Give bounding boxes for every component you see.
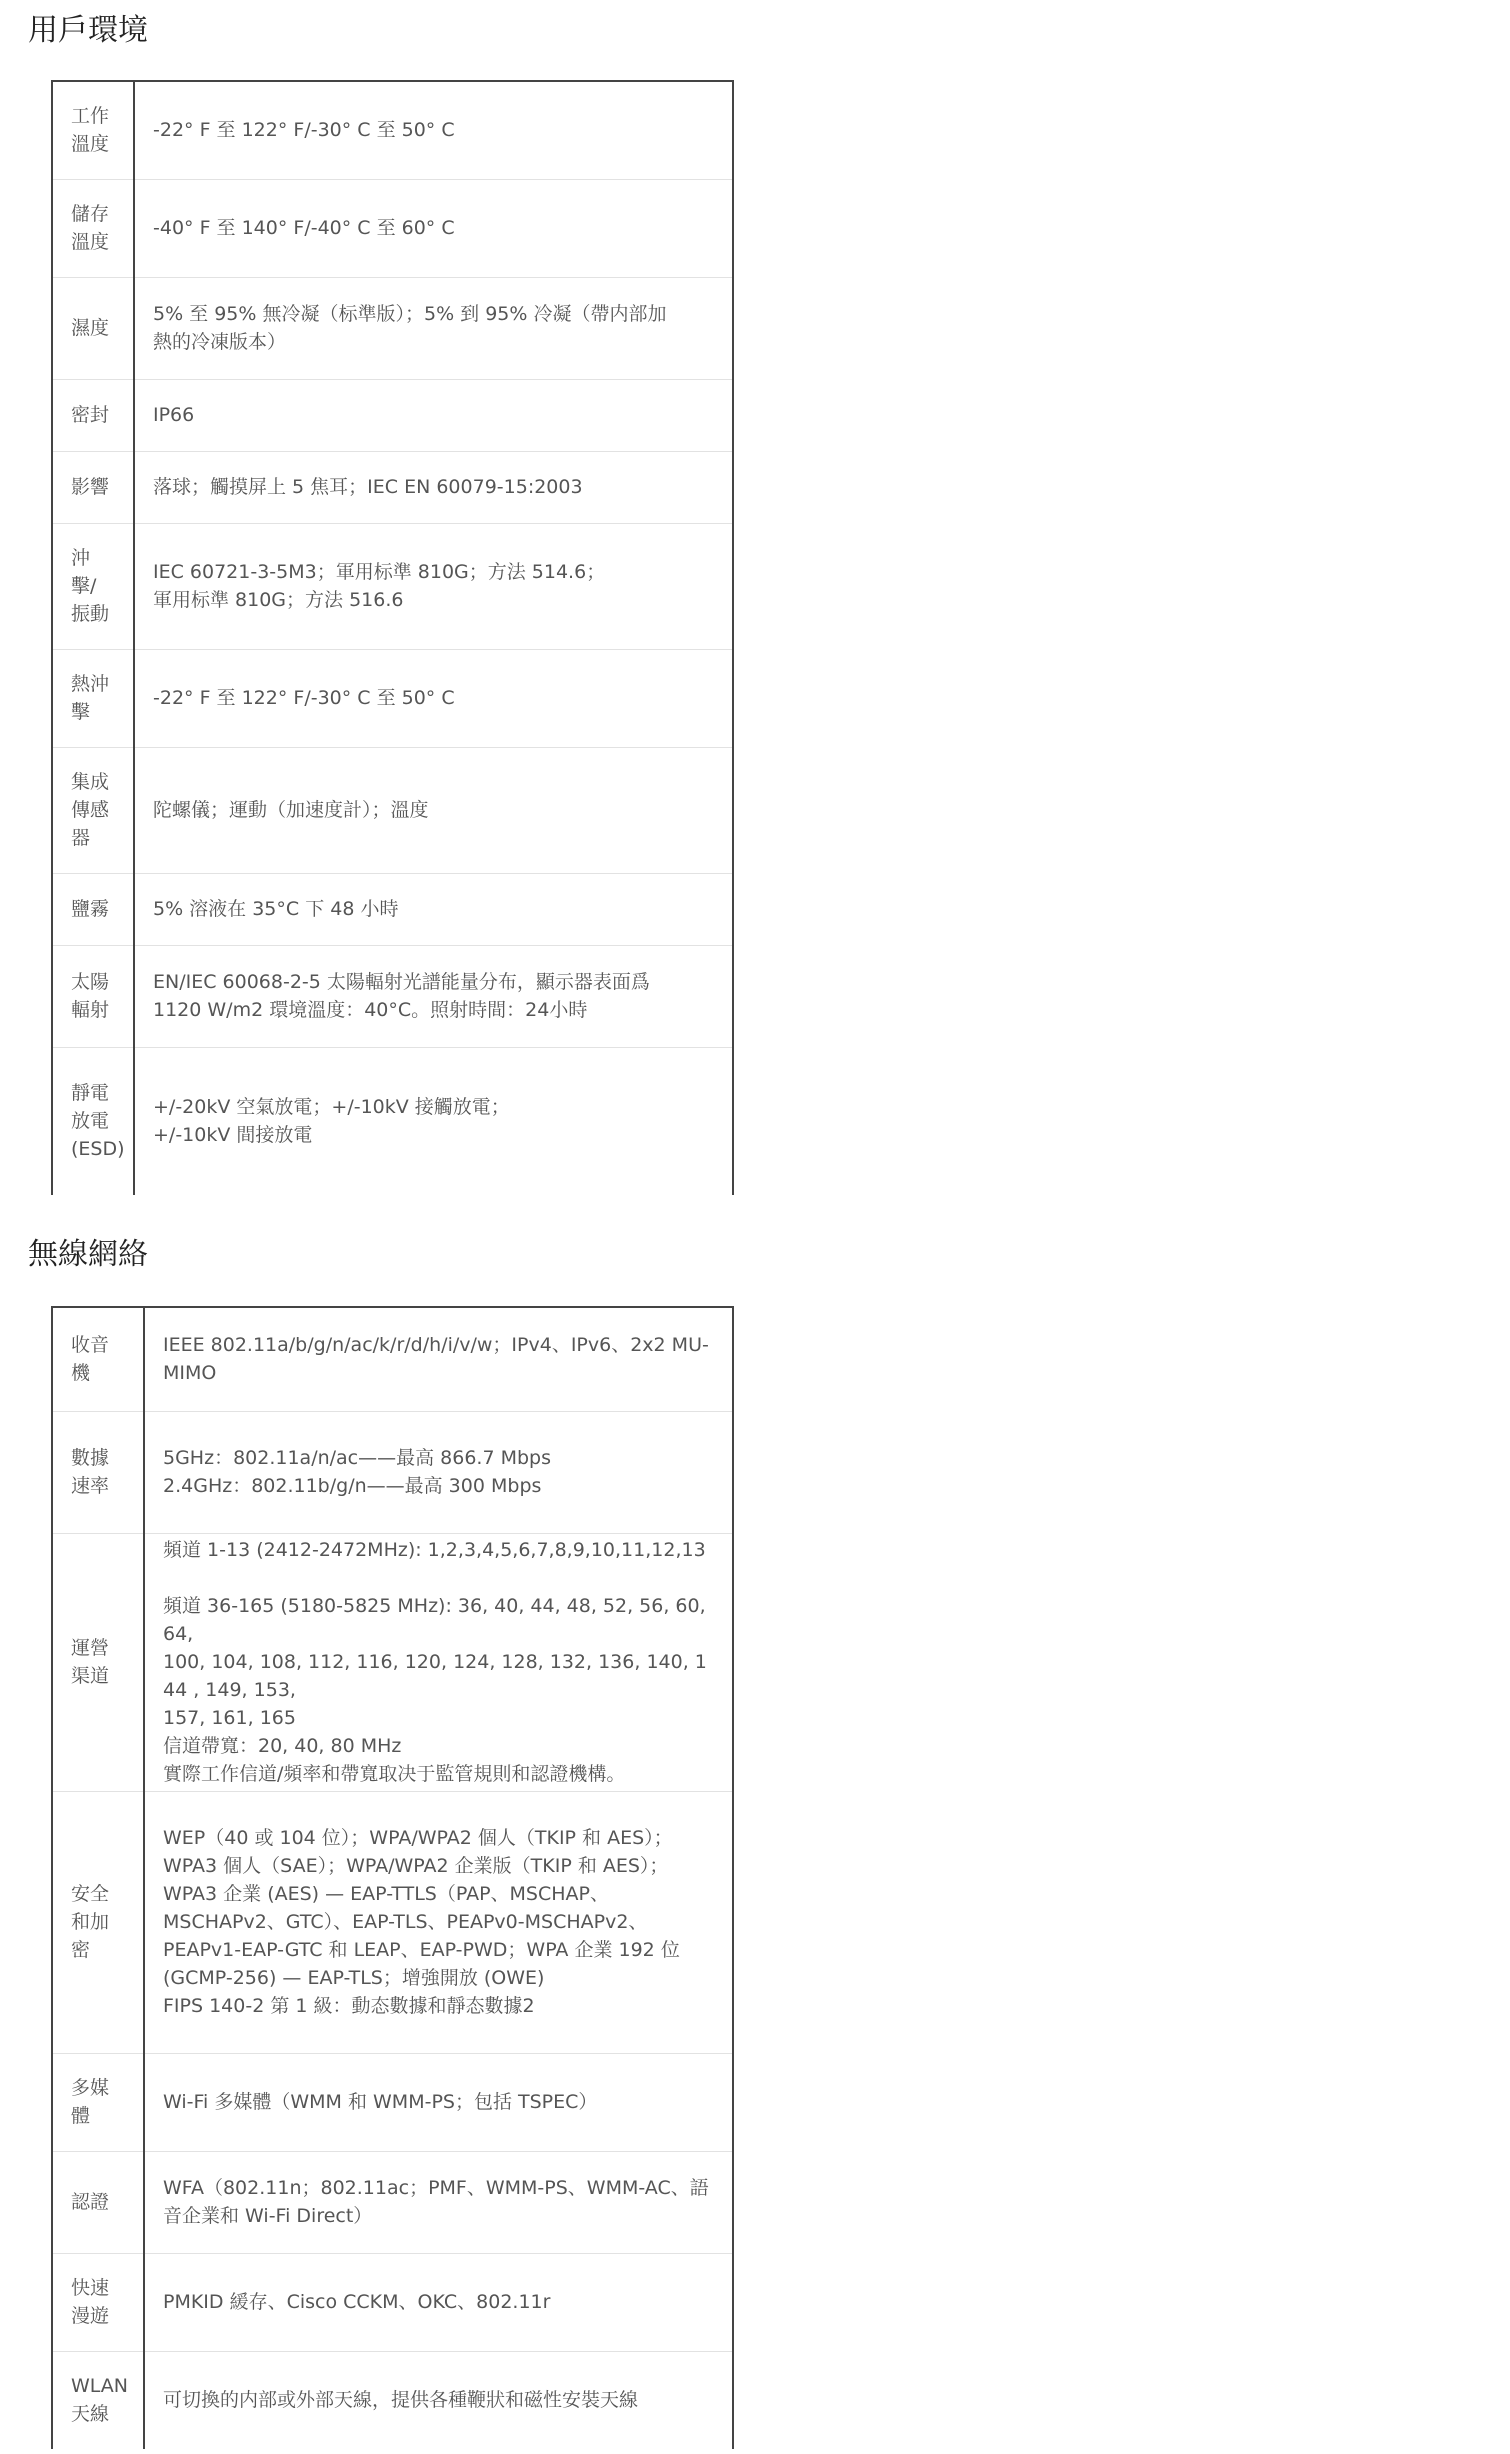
spec-value: +/-20kV 空氣放電；+/-10kV 接觸放電； +/-10kV 間接放電	[153, 1096, 510, 1147]
spec-label: WLAN 天線	[52, 2351, 144, 2449]
spec-label: 數據 速率	[52, 1411, 144, 1533]
spec-label: 工作 溫度	[52, 81, 134, 179]
spec-value: WEP（40 或 104 位）；WPA/WPA2 個人（TKIP 和 AES）； WPA3 個人（SAE）；WPA/WPA2 企業版（TKIP 和 AES）； WPA3 企業 (AES) — EAP-TTLS（PAP、MSCHAP、 MSCHAPv2、GTC）、EAP-TLS、PEAPv0-MSCHAPv2、 PEAPv1-EAP-GTC 和 LEAP、EAP-PWD；WPA 企業 192 位 (GCMP-256) — EAP-TLS；增強開放 (OWE) FIPS 140-2 第 1 級：動态數據和靜态數據2	[144, 1791, 733, 2053]
spec-row	[52, 1791, 733, 2053]
section-title-wireless: 無線網絡	[28, 1237, 148, 1272]
spec-value: Wi-Fi 多媒體（WMM 和 WMM-PS；包括 TSPEC）	[144, 2053, 733, 2151]
spec-value: 落球；觸摸屏上 5 焦耳；IEC EN 60079-15:2003	[134, 451, 733, 523]
spec-row	[52, 649, 733, 747]
spec-label: 靜電 放電 (ESD)	[52, 1047, 134, 1195]
spec-row	[52, 2253, 733, 2351]
spec-value: IEEE 802.11a/b/g/n/ac/k/r/d/h/i/v/w；IPv4、IPv6、2x2 MU- MIMO	[144, 1307, 733, 1411]
spec-label: 沖 擊/ 振動	[52, 523, 134, 649]
spec-row	[52, 451, 733, 523]
spec-row	[52, 873, 733, 945]
spec-value: 5GHz：802.11a/n/ac——最高 866.7 Mbps 2.4GHz：802.11b/g/n——最高 300 Mbps	[144, 1411, 733, 1533]
spec-label: 熱沖 擊	[52, 649, 134, 747]
spec-row	[52, 277, 733, 379]
spec-row	[52, 179, 733, 277]
spec-row	[52, 1307, 733, 1411]
spec-row	[52, 2351, 733, 2449]
section-title-environment: 用戶環境	[28, 13, 148, 48]
spec-value: 5% 至 95% 無冷凝（标準版）；5% 到 95% 冷凝（帶内部加 熱的冷凍版本）	[134, 277, 733, 379]
spec-row	[52, 81, 733, 179]
spec-label: 認證	[52, 2151, 144, 2253]
spec-value: -22° F 至 122° F/-30° C 至 50° C	[134, 649, 733, 747]
spec-row	[52, 1411, 733, 1533]
spec-value: -40° F 至 140° F/-40° C 至 60° C	[134, 179, 733, 277]
spec-label: 運營 渠道	[52, 1533, 144, 1791]
spec-label: 影響	[52, 451, 134, 523]
spec-value: 可切換的内部或外部天線，提供各種鞭狀和磁性安裝天線	[163, 2389, 639, 2412]
spec-label: 密封	[52, 379, 134, 451]
spec-row	[52, 2151, 733, 2253]
environment-spec-table	[51, 80, 734, 1195]
spec-label: 太陽 輻射	[52, 945, 134, 1047]
spec-value: -22° F 至 122° F/-30° C 至 50° C	[134, 81, 733, 179]
spec-value: 5% 溶液在 35°C 下 48 小時	[134, 873, 733, 945]
spec-value: WFA（802.11n；802.11ac；PMF、WMM-PS、WMM-AC、語 音企業和 Wi-Fi Direct）	[144, 2151, 733, 2253]
wireless-spec-table	[51, 1306, 734, 2449]
spec-value: 陀螺儀；運動（加速度計）；溫度	[134, 747, 733, 873]
spec-row	[52, 1533, 733, 1791]
spec-row	[52, 1047, 733, 1195]
spec-label: 快速 漫遊	[52, 2253, 144, 2351]
spec-value: IP66	[134, 379, 733, 451]
spec-row	[52, 2053, 733, 2151]
spec-label: 儲存 溫度	[52, 179, 134, 277]
spec-row	[52, 523, 733, 649]
spec-value: 頻道 1-13 (2412-2472MHz): 1,2,3,4,5,6,7,8,9,10,11,12,13 頻道 36-165 (5180-5825 MHz): 36, 40, 44, 48, 52, 56, 60, 64, 100, 104, 108, 112, 116, 120, 124, 128, 132, 136, 140, 144 , 149, 153, 157, 161, 165 信道帶寬：20, 40, 80 MHz 實際工作信道/頻率和帶寬取决于監管規則和認證機構。	[144, 1533, 733, 1791]
spec-label: 多媒 體	[52, 2053, 144, 2151]
spec-row	[52, 945, 733, 1047]
spec-label: 集成 傳感 器	[52, 747, 134, 873]
spec-value: PMKID 緩存、Cisco CCKM、OKC、802.11r	[144, 2253, 733, 2351]
spec-label: 濕度	[52, 277, 134, 379]
spec-label: 鹽霧	[52, 873, 134, 945]
spec-label: 安全 和加 密	[52, 1791, 144, 2053]
spec-label: 收音 機	[52, 1307, 144, 1411]
spec-value: EN/IEC 60068-2-5 太陽輻射光譜能量分布，顯示器表面爲 1120 W/m2 環境溫度：40°C。照射時間：24小時	[134, 945, 733, 1047]
spec-value: IEC 60721-3-5M3；軍用标準 810G；方法 514.6； 軍用标準 810G；方法 516.6	[134, 523, 733, 649]
spec-row	[52, 379, 733, 451]
spec-row	[52, 747, 733, 873]
